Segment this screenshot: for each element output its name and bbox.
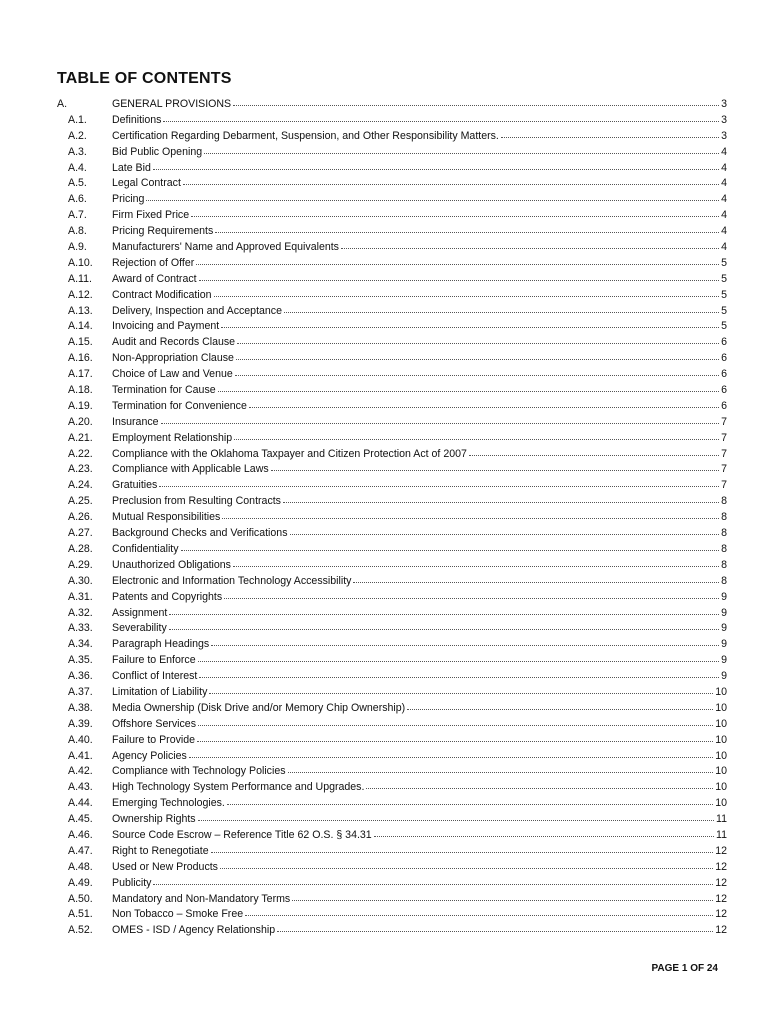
toc-entry-label: Choice of Law and Venue (112, 368, 233, 381)
toc-entry-label: Compliance with Applicable Laws (112, 463, 269, 476)
toc-entry-number: A.6. (68, 193, 87, 206)
toc-entry-page: 5 (721, 272, 727, 285)
toc-entry-number: A.32. (68, 606, 93, 619)
toc-entry-number: A.20. (68, 415, 93, 428)
toc-entry[interactable] (57, 272, 727, 288)
toc-entry-label: Confidentiality (112, 542, 179, 555)
toc-dot-leader (189, 748, 713, 758)
toc-entry[interactable] (57, 192, 727, 208)
toc-entry-number: A.36. (68, 670, 93, 683)
toc-dot-leader (159, 477, 719, 487)
toc-entry-label: Non-Appropriation Clause (112, 352, 234, 365)
toc-entry-number: A.40. (68, 733, 93, 746)
toc-entry-number: A.15. (68, 336, 93, 349)
page-number-footer: PAGE 1 OF 24 (651, 963, 718, 974)
toc-entry[interactable] (57, 145, 727, 161)
toc-entry[interactable] (57, 462, 727, 478)
toc-entry-number: A.4. (68, 161, 87, 174)
toc-entry-number: A.28. (68, 542, 93, 555)
toc-entry-page: 6 (721, 352, 727, 365)
toc-dot-leader (227, 795, 713, 805)
toc-entry-number: A.49. (68, 876, 93, 889)
toc-entry[interactable] (57, 335, 727, 351)
toc-entry-page: 10 (715, 765, 727, 778)
toc-dot-leader (245, 906, 713, 916)
toc-entry-label: Award of Contract (112, 272, 197, 285)
toc-entry-number: A.25. (68, 495, 93, 508)
toc-entry-page: 3 (721, 129, 727, 142)
toc-dot-leader (233, 557, 719, 567)
toc-entry-page: 6 (721, 368, 727, 381)
toc-entry-page: 7 (721, 431, 727, 444)
toc-dot-leader (198, 716, 713, 726)
toc-dot-leader (222, 509, 719, 519)
toc-entry[interactable] (57, 526, 727, 542)
toc-entry-label: Firm Fixed Price (112, 209, 190, 222)
toc-dot-leader (501, 128, 719, 138)
toc-entry-page: 8 (721, 542, 727, 555)
toc-entry-label: Right to Renegotiate (112, 844, 209, 857)
toc-entry-page: 4 (721, 177, 727, 190)
toc-entry-page: 9 (721, 606, 727, 619)
toc-dot-leader (163, 112, 719, 122)
toc-dot-leader (218, 382, 719, 392)
toc-entry-number: A.39. (68, 717, 93, 730)
toc-entry[interactable] (57, 860, 727, 876)
toc-entry-page: 12 (715, 844, 727, 857)
toc-entry-number: A.27. (68, 527, 93, 540)
toc-entry-page: 6 (721, 384, 727, 397)
toc-entry-number: A.7. (68, 209, 87, 222)
toc-entry-label: Termination for Cause (112, 384, 216, 397)
toc-dot-leader (211, 636, 719, 646)
toc-entry-number: A.31. (68, 590, 93, 603)
toc-entry-label: Invoicing and Payment (112, 320, 220, 333)
toc-dot-leader (161, 414, 720, 424)
toc-entry-number: A.48. (68, 860, 93, 873)
toc-entry-label: Contract Modification (112, 288, 212, 301)
toc-entry-page: 7 (721, 415, 727, 428)
toc-entry-page: 7 (721, 479, 727, 492)
toc-entry-number: A.47. (68, 844, 93, 857)
toc-entry-label: Failure to Enforce (112, 654, 196, 667)
toc-entry-label: Electronic and Information Technology Accessibility (112, 574, 352, 587)
toc-entry-number: A.5. (68, 177, 87, 190)
toc-entry-page: 9 (721, 654, 727, 667)
toc-entry-label: Certification Regarding Debarment, Suspension, and Other Responsibility Matters. (112, 129, 499, 142)
toc-entry-number: A.18. (68, 384, 93, 397)
toc-entry-number: A.11. (68, 272, 92, 285)
toc-entry-number: A.42. (68, 765, 93, 778)
toc-entry-page: 10 (715, 717, 727, 730)
toc-entry-label: GENERAL PROVISIONS (112, 98, 232, 110)
toc-entry-label: Insurance (112, 415, 159, 428)
toc-entry[interactable] (57, 701, 727, 717)
toc-entry-number: A.3. (68, 145, 87, 158)
toc-entry-number: A.23. (68, 463, 93, 476)
toc-entry[interactable] (57, 129, 727, 145)
toc-dot-leader (271, 461, 719, 471)
toc-entry-label: Non Tobacco – Smoke Free (112, 908, 244, 921)
toc-entry[interactable] (57, 717, 727, 733)
toc-dot-leader (469, 446, 719, 456)
toc-entry[interactable] (57, 606, 727, 622)
toc-entry-page: 12 (715, 892, 727, 905)
toc-entry[interactable] (57, 828, 727, 844)
toc-entry-label: Mandatory and Non-Mandatory Terms (112, 892, 291, 905)
toc-dot-leader (277, 922, 713, 932)
toc-entry-label: Media Ownership (Disk Drive and/or Memory Chip Ownership) (112, 701, 406, 714)
toc-entry-page: 8 (721, 527, 727, 540)
toc-entry-label: Delivery, Inspection and Acceptance (112, 304, 282, 317)
toc-dot-leader (353, 573, 719, 583)
toc-entry-number: A.10. (68, 256, 93, 269)
toc-entry-number: A.37. (68, 685, 93, 698)
toc-entry[interactable] (57, 574, 727, 590)
toc-entry[interactable] (57, 923, 727, 939)
toc-entry-page: 8 (721, 495, 727, 508)
toc-dot-leader (284, 303, 719, 313)
toc-entry[interactable] (57, 494, 727, 510)
toc-entry-label: Conflict of Interest (112, 670, 198, 683)
toc-dot-leader (209, 684, 713, 694)
toc-entry-label: Unauthorized Obligations (112, 558, 231, 571)
toc-entry-page: 4 (721, 225, 727, 238)
toc-entry-label: Manufacturers' Name and Approved Equivalents (112, 241, 339, 254)
toc-entry[interactable] (57, 351, 727, 367)
toc-entry-label: Limitation of Liability (112, 685, 208, 698)
toc-entry[interactable] (57, 367, 727, 383)
toc-list (57, 97, 727, 939)
toc-dot-leader (283, 493, 719, 503)
toc-entry-number: A.34. (68, 638, 93, 651)
toc-entry-number: A.19. (68, 399, 93, 412)
toc-entry-label: Failure to Provide (112, 733, 196, 746)
toc-entry-page: 12 (715, 860, 727, 873)
toc-entry-label: Mutual Responsibilities (112, 511, 221, 524)
toc-entry-page: 9 (721, 590, 727, 603)
toc-dot-leader (366, 779, 713, 789)
toc-entry[interactable] (57, 208, 727, 224)
toc-entry[interactable] (57, 653, 727, 669)
toc-entry[interactable] (57, 399, 727, 415)
toc-dot-leader (197, 732, 713, 742)
toc-entry-number: A.8. (68, 225, 87, 238)
toc-entry-label: Patents and Copyrights (112, 590, 223, 603)
toc-entry-number: A.45. (68, 813, 93, 826)
toc-entry-page: 10 (715, 701, 727, 714)
toc-entry-page: 10 (715, 781, 727, 794)
toc-entry-number: A.46. (68, 828, 93, 841)
toc-entry-label: Agency Policies (112, 749, 187, 762)
toc-entry-label: Publicity (112, 876, 152, 889)
toc-entry-label: Audit and Records Clause (112, 336, 236, 349)
toc-entry-page: 4 (721, 193, 727, 206)
toc-entry-label: Preclusion from Resulting Contracts (112, 495, 281, 508)
toc-entry-page: 12 (715, 924, 727, 937)
toc-entry-label: Severability (112, 622, 167, 635)
toc-dot-leader (196, 255, 719, 265)
toc-entry-page: 5 (721, 304, 727, 317)
toc-entry-label: Background Checks and Verifications (112, 527, 288, 540)
toc-dot-leader (181, 541, 720, 551)
toc-entry-page: 3 (721, 113, 727, 126)
toc-entry-label: Assignment (112, 606, 168, 619)
toc-entry[interactable] (57, 590, 727, 606)
toc-dot-leader (224, 589, 719, 599)
toc-entry-number: A.43. (68, 781, 93, 794)
toc-dot-leader (235, 366, 719, 376)
toc-dot-leader (199, 668, 719, 678)
toc-entry[interactable] (57, 431, 727, 447)
toc-dot-leader (169, 620, 719, 630)
toc-entry-label: Gratuities (112, 479, 158, 492)
toc-entry[interactable] (57, 669, 727, 685)
toc-entry[interactable] (57, 288, 727, 304)
toc-dot-leader (237, 334, 719, 344)
toc-entry-number: A. (57, 98, 68, 110)
toc-dot-leader (198, 652, 719, 662)
toc-dot-leader (233, 96, 719, 106)
toc-entry-number: A.12. (68, 288, 93, 301)
toc-entry-number: A.50. (68, 892, 93, 905)
toc-entry[interactable] (57, 558, 727, 574)
toc-entry-number: A.52. (68, 924, 93, 937)
toc-entry-page: 4 (721, 145, 727, 158)
toc-entry[interactable] (57, 876, 727, 892)
toc-entry[interactable] (57, 780, 727, 796)
toc-entry-label: Compliance with the Oklahoma Taxpayer and Citizen Protection Act of 2007 (112, 447, 467, 460)
toc-entry-number: A.51. (68, 908, 93, 921)
toc-entry-label: Emerging Technologies. (112, 797, 225, 810)
toc-entry-label: OMES - ISD / Agency Relationship (112, 924, 276, 937)
toc-entry-page: 10 (715, 749, 727, 762)
toc-entry[interactable] (57, 256, 727, 272)
toc-entry-page: 7 (721, 463, 727, 476)
toc-dot-leader (220, 859, 713, 869)
toc-entry-page: 10 (715, 685, 727, 698)
toc-entry-number: A.33. (68, 622, 93, 635)
toc-entry[interactable] (57, 812, 727, 828)
toc-entry[interactable] (57, 621, 727, 637)
toc-entry-page: 9 (721, 638, 727, 651)
toc-dot-leader (215, 223, 719, 233)
toc-entry-page: 6 (721, 336, 727, 349)
toc-dot-leader (236, 350, 719, 360)
toc-entry[interactable] (57, 685, 727, 701)
toc-entry-label: Definitions (112, 113, 162, 126)
toc-entry-label: Bid Public Opening (112, 145, 203, 158)
toc-entry-page: 5 (721, 320, 727, 333)
toc-entry-label: High Technology System Performance and Upgrades. (112, 781, 365, 794)
toc-entry-page: 4 (721, 161, 727, 174)
toc-dot-leader (234, 430, 719, 440)
toc-entry[interactable] (57, 383, 727, 399)
toc-entry[interactable] (57, 176, 727, 192)
toc-entry-page: 8 (721, 511, 727, 524)
toc-entry-number: A.21. (68, 431, 93, 444)
toc-entry-page: 10 (715, 733, 727, 746)
toc-entry-page: 6 (721, 399, 727, 412)
toc-entry[interactable] (57, 240, 727, 256)
toc-entry-label: Late Bid (112, 161, 151, 174)
toc-entry[interactable] (57, 510, 727, 526)
toc-dot-leader (183, 175, 719, 185)
toc-dot-leader (341, 239, 719, 249)
toc-dot-leader (199, 271, 719, 281)
toc-dot-leader (221, 318, 719, 328)
toc-entry[interactable] (57, 447, 727, 463)
toc-entry[interactable] (57, 844, 727, 860)
toc-dot-leader (146, 191, 719, 201)
toc-dot-leader (204, 144, 719, 154)
toc-entry[interactable] (57, 892, 727, 908)
toc-entry-label: Employment Relationship (112, 431, 233, 444)
toc-dot-leader (169, 605, 719, 615)
toc-dot-leader (153, 875, 713, 885)
toc-dot-leader (407, 700, 713, 710)
toc-entry-number: A.44. (68, 797, 93, 810)
toc-entry-page: 4 (721, 241, 727, 254)
toc-entry[interactable] (57, 319, 727, 335)
toc-entry-page: 12 (715, 908, 727, 921)
toc-entry-label: Termination for Convenience (112, 399, 247, 412)
toc-entry-label: Used or New Products (112, 860, 218, 873)
toc-entry[interactable] (57, 224, 727, 240)
page-title: TABLE OF CONTENTS (57, 70, 232, 87)
toc-entry-page: 10 (715, 797, 727, 810)
toc-entry-page: 11 (716, 813, 727, 826)
toc-dot-leader (292, 891, 713, 901)
toc-entry[interactable] (57, 637, 727, 653)
toc-entry[interactable] (57, 796, 727, 812)
toc-dot-leader (214, 287, 720, 297)
toc-entry-label: Rejection of Offer (112, 256, 195, 269)
toc-entry-number: A.9. (68, 241, 87, 254)
toc-entry-number: A.35. (68, 654, 93, 667)
toc-entry[interactable] (57, 733, 727, 749)
toc-entry-number: A.2. (68, 129, 87, 142)
toc-entry-page: 3 (721, 98, 727, 110)
toc-entry-page: 12 (715, 876, 727, 889)
toc-entry-number: A.22. (68, 447, 93, 460)
toc-entry-number: A.1. (68, 113, 87, 126)
toc-entry-page: 8 (721, 558, 727, 571)
toc-entry[interactable] (57, 161, 727, 177)
toc-entry-number: A.29. (68, 558, 93, 571)
toc-entry-number: A.16. (68, 352, 93, 365)
toc-entry-number: A.13. (68, 304, 93, 317)
toc-entry-page: 9 (721, 670, 727, 683)
toc-entry-label: Paragraph Headings (112, 638, 210, 651)
toc-dot-leader (290, 525, 720, 535)
toc-entry-label: Source Code Escrow – Reference Title 62 O.S. § 34.31 (112, 828, 372, 841)
toc-dot-leader (153, 160, 719, 170)
toc-entry-label: Compliance with Technology Policies (112, 765, 286, 778)
toc-dot-leader (198, 811, 714, 821)
toc-entry-number: A.41. (68, 749, 93, 762)
toc-entry[interactable] (57, 478, 727, 494)
toc-entry-number: A.30. (68, 574, 93, 587)
toc-entry-number: A.38. (68, 701, 93, 714)
toc-entry[interactable] (57, 415, 727, 431)
toc-entry-page: 5 (721, 288, 727, 301)
toc-entry-page: 5 (721, 256, 727, 269)
toc-dot-leader (191, 207, 719, 217)
toc-entry-label: Pricing (112, 193, 145, 206)
toc-entry-label: Ownership Rights (112, 813, 196, 826)
toc-entry[interactable] (57, 749, 727, 765)
toc-entry-label: Pricing Requirements (112, 225, 214, 238)
toc-dot-leader (249, 398, 719, 408)
toc-entry-page: 4 (721, 209, 727, 222)
toc-entry-number: A.26. (68, 511, 93, 524)
toc-entry[interactable] (57, 764, 727, 780)
toc-entry-page: 8 (721, 574, 727, 587)
toc-entry[interactable] (57, 542, 727, 558)
toc-entry-page: 11 (716, 828, 727, 841)
toc-entry[interactable] (57, 97, 727, 113)
toc-entry-page: 7 (721, 447, 727, 460)
toc-entry-label: Legal Contract (112, 177, 181, 190)
toc-entry[interactable] (57, 304, 727, 320)
toc-entry-number: A.24. (68, 479, 93, 492)
toc-dot-leader (288, 763, 714, 773)
toc-entry-number: A.17. (68, 368, 93, 381)
toc-entry-number: A.14. (68, 320, 93, 333)
toc-entry[interactable] (57, 113, 727, 129)
toc-dot-leader (374, 827, 714, 837)
toc-entry-label: Offshore Services (112, 717, 196, 730)
toc-entry-page: 9 (721, 622, 727, 635)
toc-dot-leader (211, 843, 714, 853)
toc-entry[interactable] (57, 907, 727, 923)
